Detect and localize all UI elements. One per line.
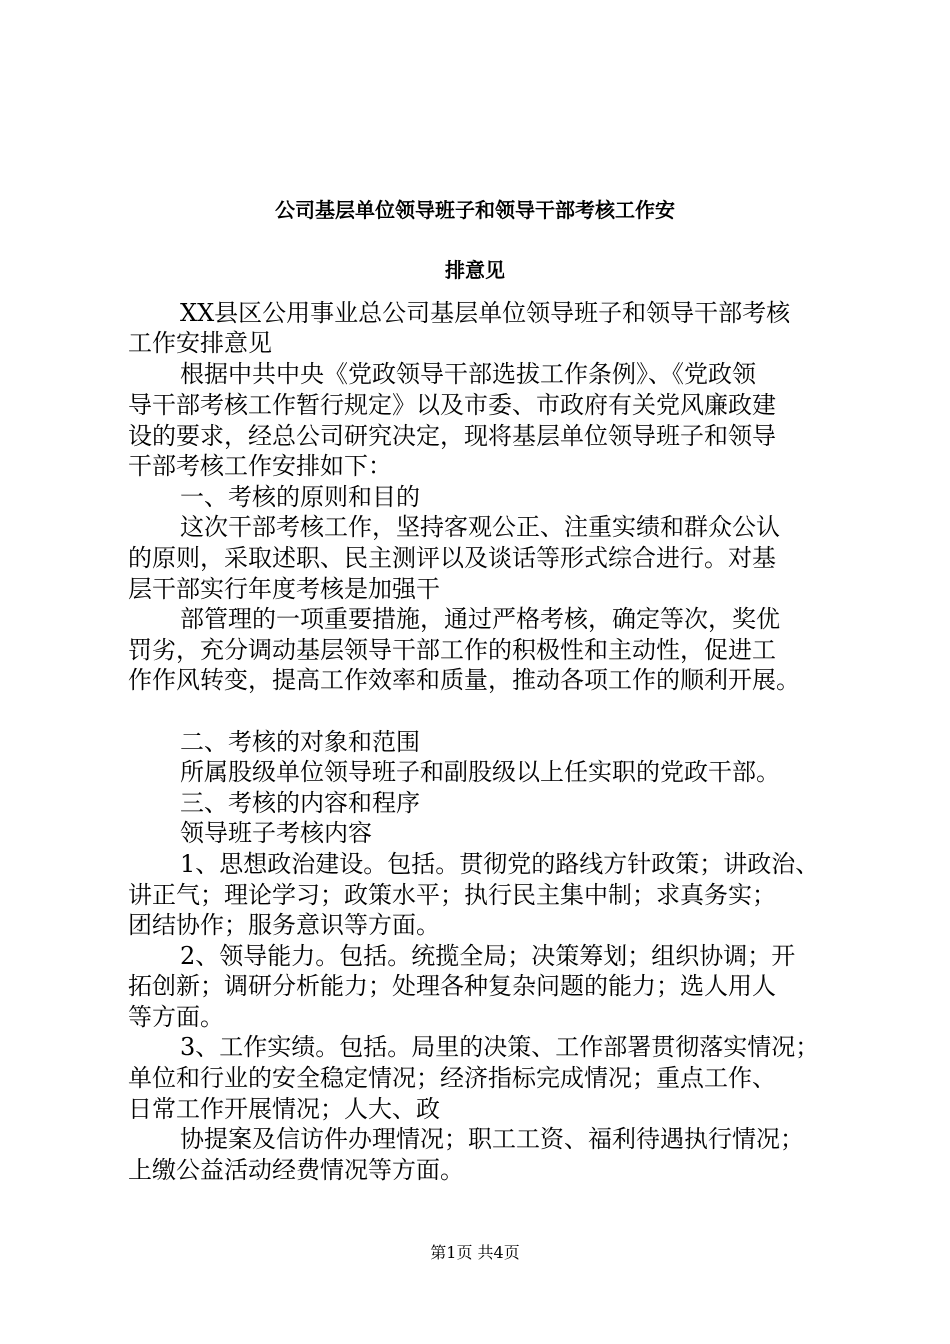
body-line: 这次干部考核工作，坚持客观公正、注重实绩和群众公认 bbox=[180, 513, 780, 541]
body-line: XX县区公用事业总公司基层单位领导班子和领导干部考核 bbox=[180, 299, 791, 327]
document-title-line-2: 排意见 bbox=[445, 258, 505, 282]
body-line: 讲正气；理论学习；政策水平；执行民主集中制；求真务实； bbox=[128, 881, 776, 909]
body-line: 作作风转变，提高工作效率和质量，推动各项工作的顺利开展。 bbox=[128, 666, 800, 694]
body-line: 部管理的一项重要措施，通过严格考核，确定等次，奖优 bbox=[180, 605, 780, 633]
body-line: 日常工作开展情况；人大、政 bbox=[128, 1095, 440, 1123]
body-line: 团结协作；服务意识等方面。 bbox=[128, 911, 440, 939]
body-line: 层干部实行年度考核是加强干 bbox=[128, 575, 440, 603]
body-line: 拓创新；调研分析能力；处理各种复杂问题的能力；选人用人 bbox=[128, 972, 776, 1000]
section-heading: 一、考核的原则和目的 bbox=[180, 483, 420, 511]
body-line: 2、领导能力。包括。统揽全局；决策筹划；组织协调；开 bbox=[180, 942, 796, 970]
section-heading: 三、考核的内容和程序 bbox=[180, 789, 420, 817]
body-line: 罚劣，充分调动基层领导干部工作的积极性和主动性，促进工 bbox=[128, 636, 776, 664]
subsection-heading: 领导班子考核内容 bbox=[180, 819, 372, 847]
body-line: 等方面。 bbox=[128, 1003, 224, 1031]
body-line: 3、工作实绩。包括。局里的决策、工作部署贯彻落实情况； bbox=[180, 1033, 820, 1061]
document-title-line-1: 公司基层单位领导班子和领导干部考核工作安 bbox=[275, 198, 675, 222]
body-line: 单位和行业的安全稳定情况；经济指标完成情况；重点工作、 bbox=[128, 1064, 776, 1092]
body-line: 干部考核工作安排如下： bbox=[128, 452, 392, 480]
body-line: 根据中共中央《党政领导干部选拔工作条例》、《党政领 bbox=[180, 360, 756, 388]
body-line: 1、思想政治建设。包括。贯彻党的路线方针政策；讲政治、 bbox=[180, 850, 820, 878]
body-line: 的原则，采取述职、民主测评以及谈话等形式综合进行。对基 bbox=[128, 544, 776, 572]
section-heading: 二、考核的对象和范围 bbox=[180, 728, 420, 756]
body-line: 所属股级单位领导班子和副股级以上任实职的党政干部。 bbox=[180, 758, 780, 786]
body-line: 工作安排意见 bbox=[128, 329, 272, 357]
body-line: 导干部考核工作暂行规定》以及市委、市政府有关党风廉政建 bbox=[128, 391, 776, 419]
body-line: 上缴公益活动经费情况等方面。 bbox=[128, 1156, 464, 1184]
body-line: 协提案及信访件办理情况；职工工资、福利待遇执行情况； bbox=[180, 1125, 804, 1153]
body-line: 设的要求，经总公司研究决定，现将基层单位领导班子和领导 bbox=[128, 422, 776, 450]
page-footer: 第1页 共4页 bbox=[430, 1243, 520, 1262]
